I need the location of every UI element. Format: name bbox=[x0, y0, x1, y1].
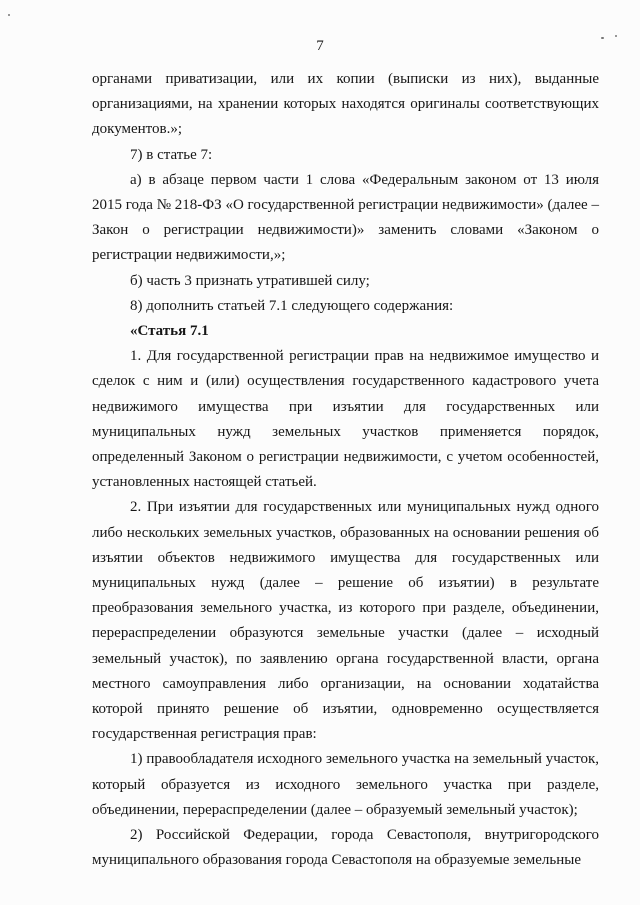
paragraph-item-7: 7) в статье 7: bbox=[130, 146, 213, 163]
page-number: 7 bbox=[316, 38, 324, 54]
scan-speck bbox=[8, 14, 10, 16]
article-heading: «Статья 7.1 bbox=[130, 323, 209, 340]
paragraph-part-2: 2. При изъятии для государственных или муниципальных нужд одного либо нескольких земельных участков, образованных на основании решения об изъятии объектов недвижимого имущества для государственных или муниципальных нужд (далее – решение об изъятии) в результате преобразования земельного участка, из которого при разделе, объединении, перераспределении образуются земельные участки (далее – исходный земельный участок), по заявлению органа государственной власти, органа местного самоуправления либо организации, на основании ходатайства которой принято решение об изъятии, одновременно осуществляется государственная регистрация прав: bbox=[92, 499, 599, 743]
paragraph-subitem-2: 2) Российской Федерации, города Севастополя, внутригородского муниципального образования города Севастополя на образуемые земельные bbox=[92, 827, 599, 869]
paragraph-item-8: 8) дополнить статьей 7.1 следующего содержания: bbox=[130, 297, 454, 314]
paragraph-part-1: 1. Для государственной регистрации прав на недвижимое имущество и сделок с ним и (или) осуществления государственного кадастрового учета недвижимого имущества при изъятии для государственных или муниципальных нужд земельных участков применяется порядок, определенный Законом о регистрации недвижимости, с учетом особенностей, установленных настоящей статьей. bbox=[92, 348, 599, 491]
paragraph-continuation: органами приватизации, или их копии (выписки из них), выданные организациями, на хранении которых находятся оригиналы соответствующих документов.»; bbox=[92, 71, 599, 138]
paragraph-subitem-1: 1) правообладателя исходного земельного участка на земельный участок, который образуется из исходного земельного участка при разделе, объединении, перераспределении (далее – образуемый земельный участок); bbox=[92, 751, 599, 818]
paragraph-item-7a: а) в абзаце первом части 1 слова «Федеральным законом от 13 июля 2015 года № 218-ФЗ «О государственной регистрации недвижимости» (далее – Закон о регистрации недвижимости)» заменить словами «Законом о регистрации недвижимости,»; bbox=[92, 171, 599, 264]
body-text bbox=[92, 67, 599, 874]
paragraph-item-7b: б) часть 3 признать утратившей силу; bbox=[130, 272, 370, 289]
